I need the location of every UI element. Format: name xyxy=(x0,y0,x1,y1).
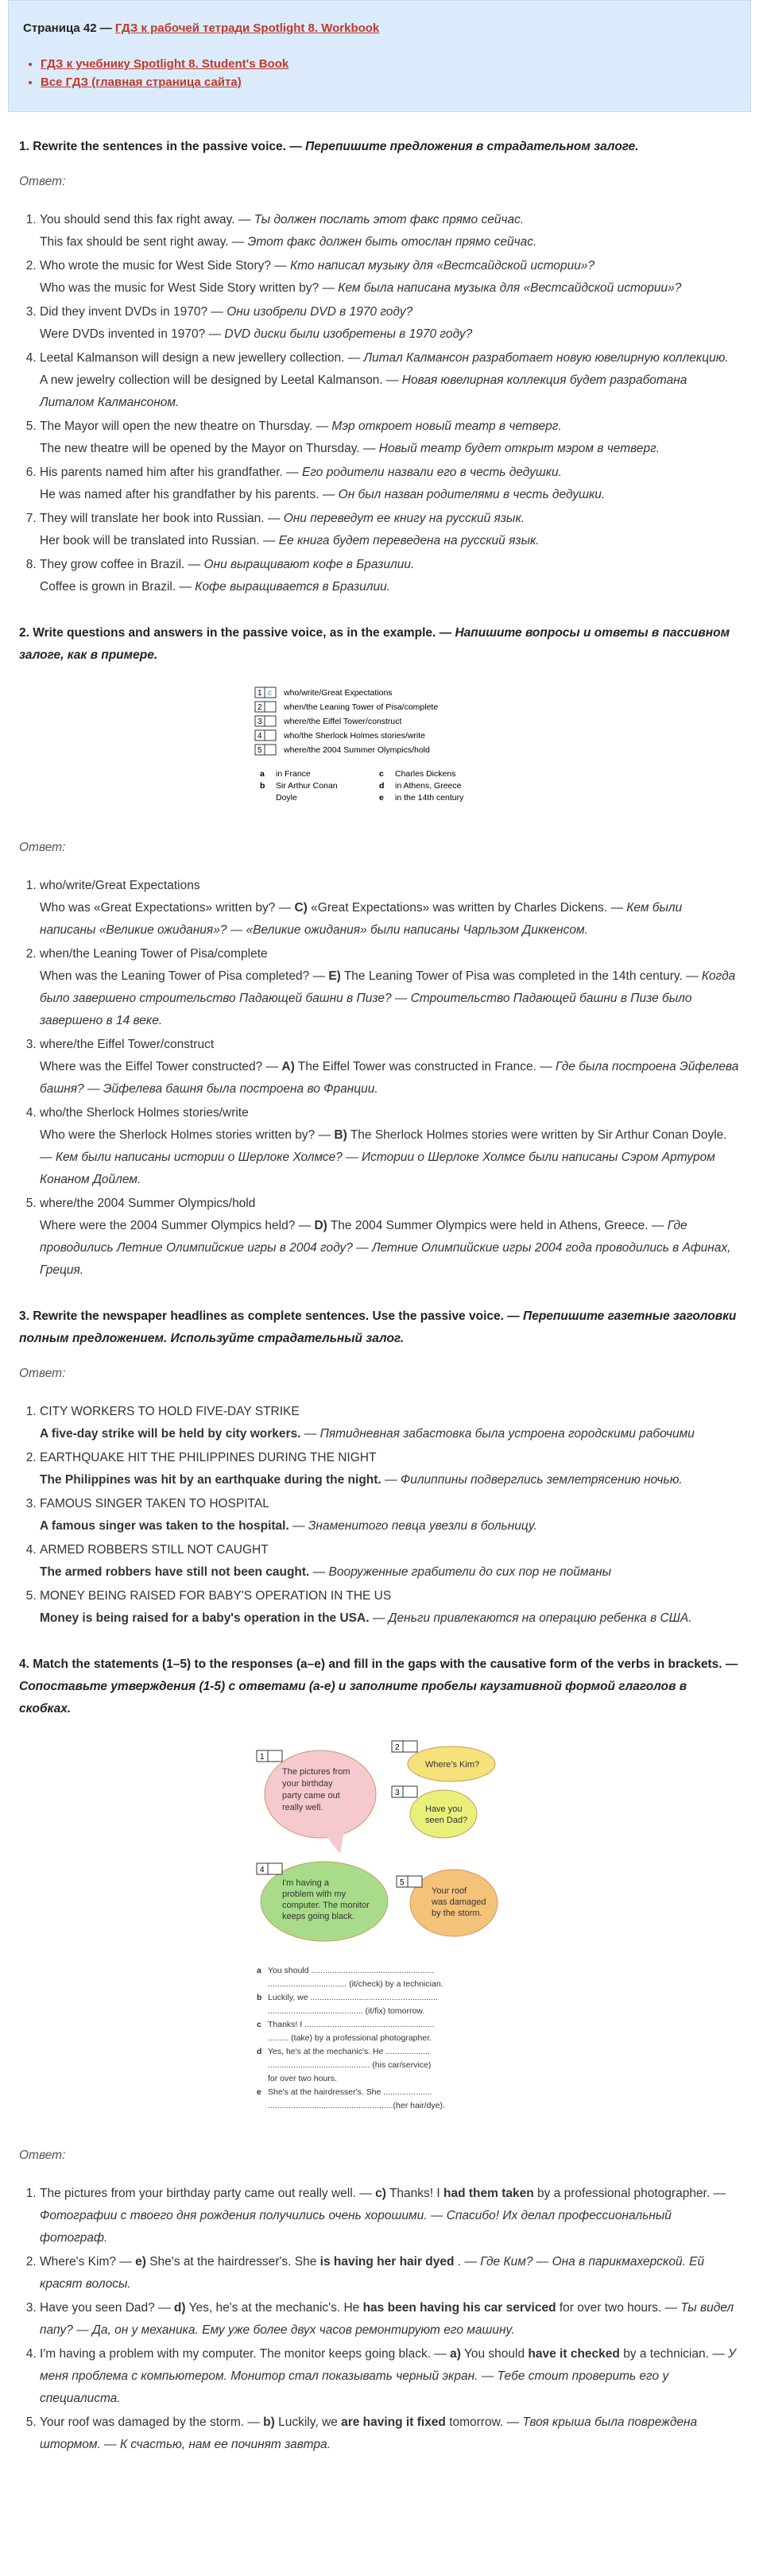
passive-en: Were DVDs invented in 1970? — xyxy=(40,327,222,341)
list-item xyxy=(40,301,740,346)
response-text: ............................................ (his car/service) xyxy=(267,2060,431,2070)
response-start: Yes, he's at the mechanic's. He xyxy=(188,2301,360,2315)
list-item xyxy=(40,875,740,942)
headline: MONEY BEING RAISED FOR BABY'S OPERATION IN THE US xyxy=(40,1589,392,1603)
list-item xyxy=(40,416,740,460)
row-letter: c xyxy=(267,689,272,698)
answer-box xyxy=(268,1863,282,1874)
headline: EARTHQUAKE HIT THE PHILIPPINES DURING THE NIGHT xyxy=(40,1451,377,1464)
list-item xyxy=(40,1034,740,1100)
answer-box xyxy=(403,1786,417,1797)
translation: Где проводились Летние Олимпийские игры в 2004 году? — Летние Олимпийские игры 2004 года проводились в Афинах, Греция. xyxy=(40,1219,731,1277)
list-item xyxy=(40,1102,740,1191)
answer-key: d) xyxy=(173,2301,186,2315)
response-end: by a professional photographer. — xyxy=(537,2187,726,2200)
number-label: 5 xyxy=(399,1878,405,1887)
bubble-text: keeps going black. xyxy=(281,1912,354,1921)
sentence-ru: Кто написал музыку для «Вестсайдской истории»? xyxy=(290,259,595,273)
row-text: who/the Sherlock Holmes stories/write xyxy=(283,731,425,741)
sentence-en: The Philippines was hit by an earthquake during the night. xyxy=(40,1473,381,1487)
answer: The Sherlock Holmes stories were written by Sir Arthur Conan Doyle. — xyxy=(40,1128,727,1164)
response-start: Luckily, we xyxy=(278,2415,338,2429)
answer-key: E) xyxy=(328,969,341,983)
list-item xyxy=(40,1193,740,1282)
exercise-4-title xyxy=(19,1654,740,1720)
bubble-text: Where's Kim? xyxy=(424,1760,479,1770)
exercise-2-figure xyxy=(249,681,511,824)
response-start: Thanks! I xyxy=(389,2187,440,2200)
option-letter: c xyxy=(378,769,384,779)
statement: Where's Kim? — xyxy=(40,2255,132,2269)
sentence-en: His parents named him after his grandfather. — xyxy=(40,466,299,479)
answer-box xyxy=(265,716,276,726)
exercise-1-answers xyxy=(19,209,740,598)
response-letter: d xyxy=(256,2047,261,2056)
passive-en: Coffee is grown in Brazil. — xyxy=(40,580,192,594)
statement: Your roof was damaged by the storm. — xyxy=(40,2415,260,2429)
sentence-ru: Они переведут ее книгу на русский язык. xyxy=(283,512,525,525)
passive-ru: Ее книга будет переведена на русский язык. xyxy=(278,534,540,547)
list-item xyxy=(40,2251,740,2296)
translation: У меня проблема с компьютером. Монитор стал показывать черный экран. — Тебе стоит проверить его у специалиста. xyxy=(40,2347,736,2405)
answer-key: e) xyxy=(135,2255,146,2269)
passive-ru: Он был назван родителями в честь дедушки. xyxy=(338,488,606,501)
number-label: 3 xyxy=(394,1789,400,1797)
exercise-3-answers xyxy=(19,1401,740,1630)
bubble-text: The pictures from xyxy=(281,1767,350,1777)
causative-form: had them taken xyxy=(443,2187,534,2200)
sentence-ru: Ты должен послать этот факс прямо сейчас. xyxy=(254,213,525,226)
causative-form: are having it fixed xyxy=(341,2415,446,2429)
list-item xyxy=(40,209,740,253)
prompt: who/the Sherlock Holmes stories/write xyxy=(40,1106,249,1120)
sentence-en: Leetal Kalmanson will design a new jewellery collection. — xyxy=(40,351,361,365)
list-item: 2. EARTHQUAKE HIT THE PHILIPPINES DURING THE NIGHT The Philippines was hit by an earthquake during the night. — Филиппины подверглись землетрясению ночью. xyxy=(40,1447,740,1491)
answer-label: Ответ: xyxy=(19,841,66,854)
statement: Have you seen Dad? — xyxy=(40,2301,171,2315)
row-text: where/the Eiffel Tower/construct xyxy=(283,717,401,726)
list-item: 3. FAMOUS SINGER TAKEN TO HOSPITAL A famous singer was taken to the hospital. — Знаменитого певца увезли в больницу. xyxy=(40,1493,740,1537)
nav-item xyxy=(41,75,736,89)
list-item xyxy=(40,2297,740,2342)
row-number: 5 xyxy=(257,746,262,755)
option-letter: e xyxy=(378,793,384,803)
passive-ru: Кофе выращивается в Бразилии. xyxy=(195,580,391,594)
response-text: ......... (take) by a professional photographer. xyxy=(267,2033,432,2043)
sentence-en: A famous singer was taken to the hospital. xyxy=(40,1519,289,1533)
sentence-ru: Пятидневная забастовка была устроена городскими рабочими xyxy=(319,1427,695,1441)
list-item: 1. CITY WORKERS TO HOLD FIVE-DAY STRIKE A five-day strike will be held by city workers. — Пятидневная забастовка была устроена городскими рабочими xyxy=(40,1401,740,1445)
response-text: Thanks! I ........................................................ xyxy=(267,2020,434,2029)
list-item: 5. MONEY BEING RAISED FOR BABY'S OPERATION IN THE US Money is being raised for a baby's operation in the USA. — Деньги привлекаются на операцию ребенка в США. xyxy=(40,1585,740,1630)
answer: «Great Expectations» was written by Charles Dickens. — xyxy=(311,901,623,915)
answer-key: a) xyxy=(450,2347,461,2361)
translation: Когда было завершено строительство Падающей башни в Пизе? — Строительство Падающей башни в Пизе было завершено в 14 веке. xyxy=(40,969,736,1027)
option-text: Sir Arthur Conan xyxy=(275,781,338,791)
bubble-text: problem with my xyxy=(281,1889,346,1899)
passive-en: The new theatre will be opened by the Mayor on Thursday. — xyxy=(40,442,376,455)
response-text: You should ..................................................... xyxy=(267,1966,434,1975)
causative-form: is having her hair dyed xyxy=(319,2255,455,2269)
answer-key: c) xyxy=(375,2187,386,2200)
prompt: who/write/Great Expectations xyxy=(40,879,200,892)
response-text: ......................................... (it/fix) tomorrow. xyxy=(267,2006,424,2016)
sentence-ru: Они выращивают кофе в Бразилии. xyxy=(203,558,415,571)
exercise-1-title xyxy=(19,136,740,158)
answer-key: D) xyxy=(314,1219,327,1232)
passive-en: Her book will be translated into Russian. — xyxy=(40,534,276,547)
list-item xyxy=(40,508,740,552)
answer-key: b) xyxy=(263,2415,275,2429)
bubble-text: Your roof xyxy=(431,1886,467,1896)
answer-key: B) xyxy=(334,1128,347,1142)
nav-links xyxy=(23,57,736,89)
response-end: tomorrow. — xyxy=(449,2415,520,2429)
bubble-text: by the storm. xyxy=(431,1909,482,1918)
exercise-2-title xyxy=(19,622,740,667)
passive-ru: Новый театр будет открыт мэром в четверг. xyxy=(378,442,660,455)
answer: The Leaning Tower of Pisa was completed in the 14th century. — xyxy=(343,969,699,983)
translation: Где была построена Эйфелева башня? — Эйфелева башня была построена во Франции. xyxy=(40,1060,739,1096)
response-text: .................................. (it/check) by a technician. xyxy=(267,1979,443,1989)
statement: I'm having a problem with my computer. The monitor keeps going black. — xyxy=(40,2347,447,2361)
title-ru: Сопоставьте утверждения (1-5) с ответами (a-e) и заполните пробелы каузативной формой глаголов в скобках. xyxy=(19,1680,687,1715)
answer: The 2004 Summer Olympics were held in Athens, Greece. — xyxy=(330,1219,664,1232)
response-letter: e xyxy=(256,2087,261,2097)
bubble-text: seen Dad? xyxy=(424,1816,467,1825)
students-book-link[interactable]: ГДЗ к учебнику Spotlight 8. Student's Book xyxy=(41,57,289,71)
row-number: 1 xyxy=(257,689,262,698)
bubble-text: I'm having a xyxy=(281,1878,329,1888)
question: Who was «Great Expectations» written by? — xyxy=(40,901,292,915)
answer-label: Ответ: xyxy=(19,1367,66,1380)
question: When was the Leaning Tower of Pisa completed? — xyxy=(40,969,325,983)
sentence-en: Money is being raised for a baby's operation in the USA. xyxy=(40,1611,370,1625)
answer-box xyxy=(265,730,276,741)
number-label: 2 xyxy=(394,1743,400,1752)
answer-label: Ответ: xyxy=(19,2149,66,2162)
question: Where were the 2004 Summer Olympics held? — xyxy=(40,1219,312,1232)
response-end: by a technician. — xyxy=(623,2347,725,2361)
option-letter: d xyxy=(378,781,384,791)
speech-bubble-3 xyxy=(410,1790,477,1838)
answer-box xyxy=(265,745,276,755)
prompt: where/the 2004 Summer Olympics/hold xyxy=(40,1197,256,1210)
passive-en: He was named after his grandfather by his parents. — xyxy=(40,488,335,501)
list-item xyxy=(40,554,740,598)
bubble-text: computer. The monitor xyxy=(281,1901,370,1910)
number-label: 1 xyxy=(259,1753,265,1762)
sentence-ru: Вооруженные грабители до сих пор не пойманы xyxy=(328,1565,612,1579)
passive-ru: Новая ювелирная коллекция будет разработана Литалом Калмансоном. xyxy=(40,373,687,409)
translation: Фотографии с твоего дня рождения получились очень хорошими. — Спасибо! Их делал профессиональный фотограф. xyxy=(40,2209,672,2245)
list-item xyxy=(40,255,740,300)
answer-key: A) xyxy=(281,1060,295,1073)
sentence-ru: Они изобрели DVD в 1970 году? xyxy=(227,305,413,319)
response-text: She's at the hairdresser's. She ..................... xyxy=(267,2087,432,2097)
answer-box xyxy=(408,1876,422,1887)
response-letter: c xyxy=(256,2020,261,2029)
exercise-3-title xyxy=(19,1305,740,1350)
row-number: 4 xyxy=(257,732,262,741)
passive-en: A new jewelry collection will be designed by Leetal Kalmanson. — xyxy=(40,373,399,387)
all-gdz-link[interactable]: Все ГДЗ (главная страница сайта) xyxy=(41,75,242,89)
workbook-link[interactable]: ГДЗ к рабочей тетради Spotlight 8. Workbook xyxy=(114,21,380,35)
exercise-2-answers xyxy=(19,875,740,1282)
response-text: ......................................................(her hair/dye). xyxy=(267,2101,445,2110)
bubble-text: really well. xyxy=(281,1803,323,1812)
sentence-en: The armed robbers have still not been caught. xyxy=(40,1565,310,1579)
response-text: Luckily, we ....................................................... xyxy=(267,1993,438,2002)
title-ru: Перепишите газетные заголовки полным предложением. Используйте страдательный залог. xyxy=(19,1309,737,1345)
bubble-text: your birthday xyxy=(281,1779,333,1789)
option-letter: a xyxy=(259,769,265,779)
answer-key: C) xyxy=(294,901,308,915)
list-item: 4. ARMED ROBBERS STILL NOT CAUGHT The armed robbers have still not been caught. — Вооруженные грабители до сих пор не пойманы xyxy=(40,1539,740,1584)
navigation-box xyxy=(8,0,751,112)
list-item xyxy=(40,943,740,1032)
option-text: Charles Dickens xyxy=(394,769,455,779)
bubble-text: was damaged xyxy=(431,1897,486,1907)
list-item xyxy=(40,2412,740,2456)
list-item xyxy=(40,2343,740,2410)
number-label: 4 xyxy=(259,1866,265,1874)
answer-box xyxy=(265,702,276,712)
sentence-ru: Литал Калмансон разработает новую ювелирную коллекцию. xyxy=(363,351,729,365)
causative-form: has been having his car serviced xyxy=(362,2301,556,2315)
option-text: Doyle xyxy=(275,793,297,803)
option-text: in France xyxy=(275,769,311,779)
exercise-4-answers xyxy=(19,2183,740,2456)
content xyxy=(8,136,751,2456)
bubble-tail xyxy=(324,1830,344,1854)
response-start: You should xyxy=(463,2347,525,2361)
title-en: 2. Write questions and answers in the passive voice, as in the example. — xyxy=(19,626,452,640)
exercise-4-figure xyxy=(249,1735,511,2132)
response-text: Yes, he's at the mechanic's. He ................... xyxy=(267,2047,430,2056)
response-text: for over two hours. xyxy=(267,2074,337,2083)
row-text: when/the Leaning Tower of Pisa/complete xyxy=(283,702,438,712)
translation: Ты видел папу? — Да, он у механика. Ему уже более двух часов ремонтируют его машину. xyxy=(40,2301,734,2337)
nav-item xyxy=(41,57,736,71)
row-number: 3 xyxy=(257,717,262,726)
option-text: in Athens, Greece xyxy=(394,781,461,791)
row-number: 2 xyxy=(257,703,262,712)
passive-ru: Кем была написана музыка для «Вестсайдской истории»? xyxy=(338,281,682,295)
answer-label: Ответ: xyxy=(19,175,66,188)
title-en: 4. Match the statements (1–5) to the responses (a–e) and fill in the gaps with the causative form of the verbs in brackets. — xyxy=(19,1657,738,1671)
headline: FAMOUS SINGER TAKEN TO HOSPITAL xyxy=(40,1497,269,1510)
sentence-ru: Филиппины подверглись землетрясению ночью. xyxy=(400,1473,683,1487)
row-text: who/write/Great Expectations xyxy=(283,688,393,698)
response-end: for over two hours. — xyxy=(559,2301,678,2315)
answer-box xyxy=(403,1741,417,1752)
list-item xyxy=(40,2183,740,2249)
passive-ru: Этот факс должен быть отослан прямо сейчас. xyxy=(247,235,537,249)
passive-en: This fax should be sent right away. — xyxy=(40,235,245,249)
response-start: She's at the hairdresser's. She xyxy=(149,2255,317,2269)
list-item xyxy=(40,347,740,414)
response-letter: b xyxy=(256,1993,261,2002)
passive-en: Who was the music for West Side Story written by? — xyxy=(40,281,335,295)
question: Where was the Eiffel Tower constructed? — xyxy=(40,1060,279,1073)
list-item xyxy=(40,462,740,506)
sentence-en: The Mayor will open the new theatre on Thursday. — xyxy=(40,420,329,433)
sentence-en: Did they invent DVDs in 1970? — xyxy=(40,305,223,319)
sentence-ru: Мэр откроет новый театр в четверг. xyxy=(331,420,562,433)
causative-form: have it checked xyxy=(528,2347,620,2361)
answer-box xyxy=(268,1750,282,1762)
sentence-en: You should send this fax right away. — xyxy=(40,213,251,226)
sentence-en: They grow coffee in Brazil. — xyxy=(40,558,201,571)
translation: Кем были написаны истории о Шерлоке Холмсе? — Истории о Шерлоке Холмсе были написаны Сэром Артуром Конаном Дойлем. xyxy=(40,1151,715,1186)
sentence-en: A five-day strike will be held by city workers. xyxy=(40,1427,301,1441)
page-title xyxy=(23,21,736,35)
option-text: in the 14th century xyxy=(394,793,463,803)
bubble-text: party came out xyxy=(281,1791,340,1800)
headline: ARMED ROBBERS STILL NOT CAUGHT xyxy=(40,1543,269,1557)
statement: The pictures from your birthday party came out really well. — xyxy=(40,2187,372,2200)
title-ru: Напишите вопросы и ответы в пассивном залоге, как в примере. xyxy=(19,626,730,662)
title-en: 1. Rewrite the sentences in the passive voice. — xyxy=(19,140,302,153)
page-label: Страница 42 — xyxy=(23,21,112,35)
answer: The Eiffel Tower was constructed in France. — xyxy=(297,1060,552,1073)
sentence-en: Who wrote the music for West Side Story? — xyxy=(40,259,287,273)
translation: Твоя крыша была повреждена штормом. — К счастью, нам ее починят завтра. xyxy=(40,2415,698,2451)
headline: CITY WORKERS TO HOLD FIVE-DAY STRIKE xyxy=(40,1405,300,1418)
sentence-ru: Деньги привлекаются на операцию ребенка в США. xyxy=(388,1611,692,1625)
title-ru: Перепишите предложения в страдательном залоге. xyxy=(305,140,639,153)
page xyxy=(8,0,751,2456)
row-text: where/the 2004 Summer Olympics/hold xyxy=(283,745,430,755)
translation: Где Ким? — Она в парикмахерской. Ей красят волосы. xyxy=(40,2255,705,2291)
prompt: where/the Eiffel Tower/construct xyxy=(40,1038,215,1051)
title-en: 3. Rewrite the newspaper headlines as complete sentences. Use the passive voice. — xyxy=(19,1309,520,1323)
sentence-ru: Знаменитого певца увезли в больницу. xyxy=(308,1519,537,1533)
response-end: . — xyxy=(457,2255,477,2269)
prompt: when/the Leaning Tower of Pisa/complete xyxy=(40,947,268,961)
option-letter: b xyxy=(259,781,265,791)
response-letter: a xyxy=(256,1966,261,1975)
question: Who were the Sherlock Holmes stories written by? — xyxy=(40,1128,331,1142)
sentence-ru: Его родители назвали его в честь дедушки. xyxy=(301,466,562,479)
translation: Кем были написаны «Великие ожидания»? — «Великие ожидания» были написаны Чарльзом Диккенсом. xyxy=(40,901,683,937)
passive-ru: DVD диски были изобретены в 1970 году? xyxy=(224,327,473,341)
sentence-en: They will translate her book into Russian. — xyxy=(40,512,281,525)
bubble-text: Have you xyxy=(424,1804,462,1814)
